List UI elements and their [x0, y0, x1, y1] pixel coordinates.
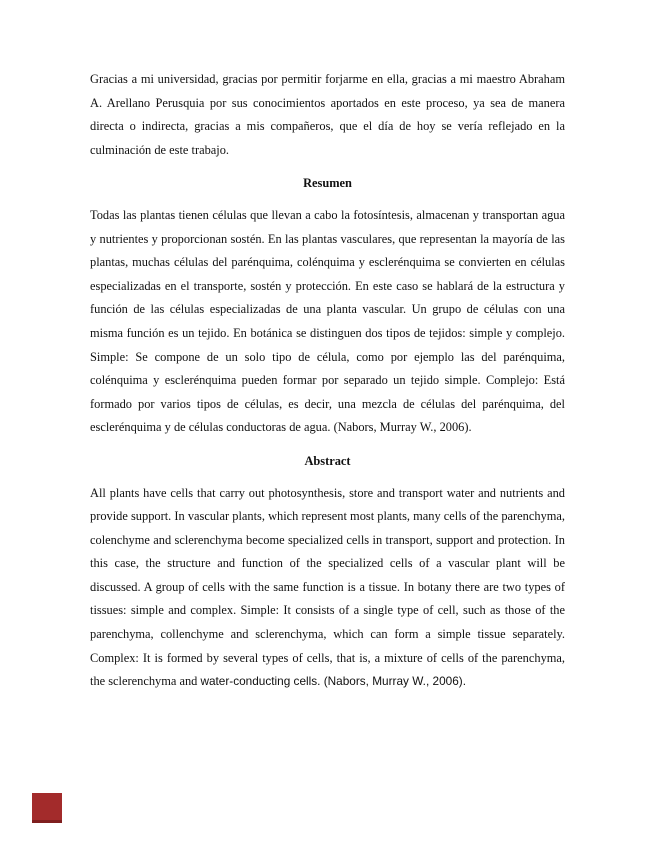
- abstract-heading: Abstract: [304, 453, 351, 468]
- acknowledgement-paragraph: Gracias a mi universidad, gracias por permitir forjarme en ella, gracias a mi maestro Abraham A. Arellano Perusquia por sus conocimientos aportados en este proceso, ya sea de manera directa o indirecta, gracias a mis compañeros, que el día de hoy se vería reflejado en la culminación de este trabajo.: [90, 72, 565, 157]
- abstract-citation-text: water-conducting cells. (Nabors, Murray W., 2006).: [200, 674, 466, 689]
- abstract-paragraph: [90, 482, 565, 694]
- abstract-text: All plants have cells that carry out photosynthesis, store and transport water and nutrients and provide support. In vascular plants, which represent most plants, many cells of the parenchyma, colenchyme and sclerenchyma become specialized cells in transport, support and protection. In this case, the structure and function of the specialized cells of a vascular plant will be discussed. A group of cells with the same function is a tissue. In botany there are two types of tissues: simple and complex. Simple: It consists of a single type of cell, such as those of the parenchyma, collenchyme and sclerenchyma, which can form a simple tissue separately. Complex: It is formed by several types of cells, that is, a mixture of cells of the parenchyma, the sclerenchyma and: [90, 485, 565, 689]
- page-marker: [32, 793, 62, 823]
- resumen-heading: Resumen: [303, 176, 352, 191]
- document-page: [90, 68, 565, 694]
- resumen-paragraph: Todas las plantas tienen células que llevan a cabo la fotosíntesis, almacenan y transportan agua y nutrientes y proporcionan sostén. En las plantas vasculares, que representan la mayoría de las plantas, muchas células del parénquima, colénquima y esclerénquima se convierten en células especializadas en el transporte, sostén y protección. En este caso se hablará de la estructura y función de las células especializadas de una planta vascular. Un grupo de células con una misma función es un tejido. En botánica se distinguen dos tipos de tejidos: simple y complejo. Simple: Se compone de un solo tipo de célula, como por ejemplo las del parénquima, colénquima y esclerénquima pueden formar por separado un tejido simple. Complejo: Está formado por varios tipos de células, es decir, una mezcla de células del parénquima, del esclerénquima y de células conductoras de agua. (Nabors, Murray W., 2006).: [90, 207, 565, 435]
